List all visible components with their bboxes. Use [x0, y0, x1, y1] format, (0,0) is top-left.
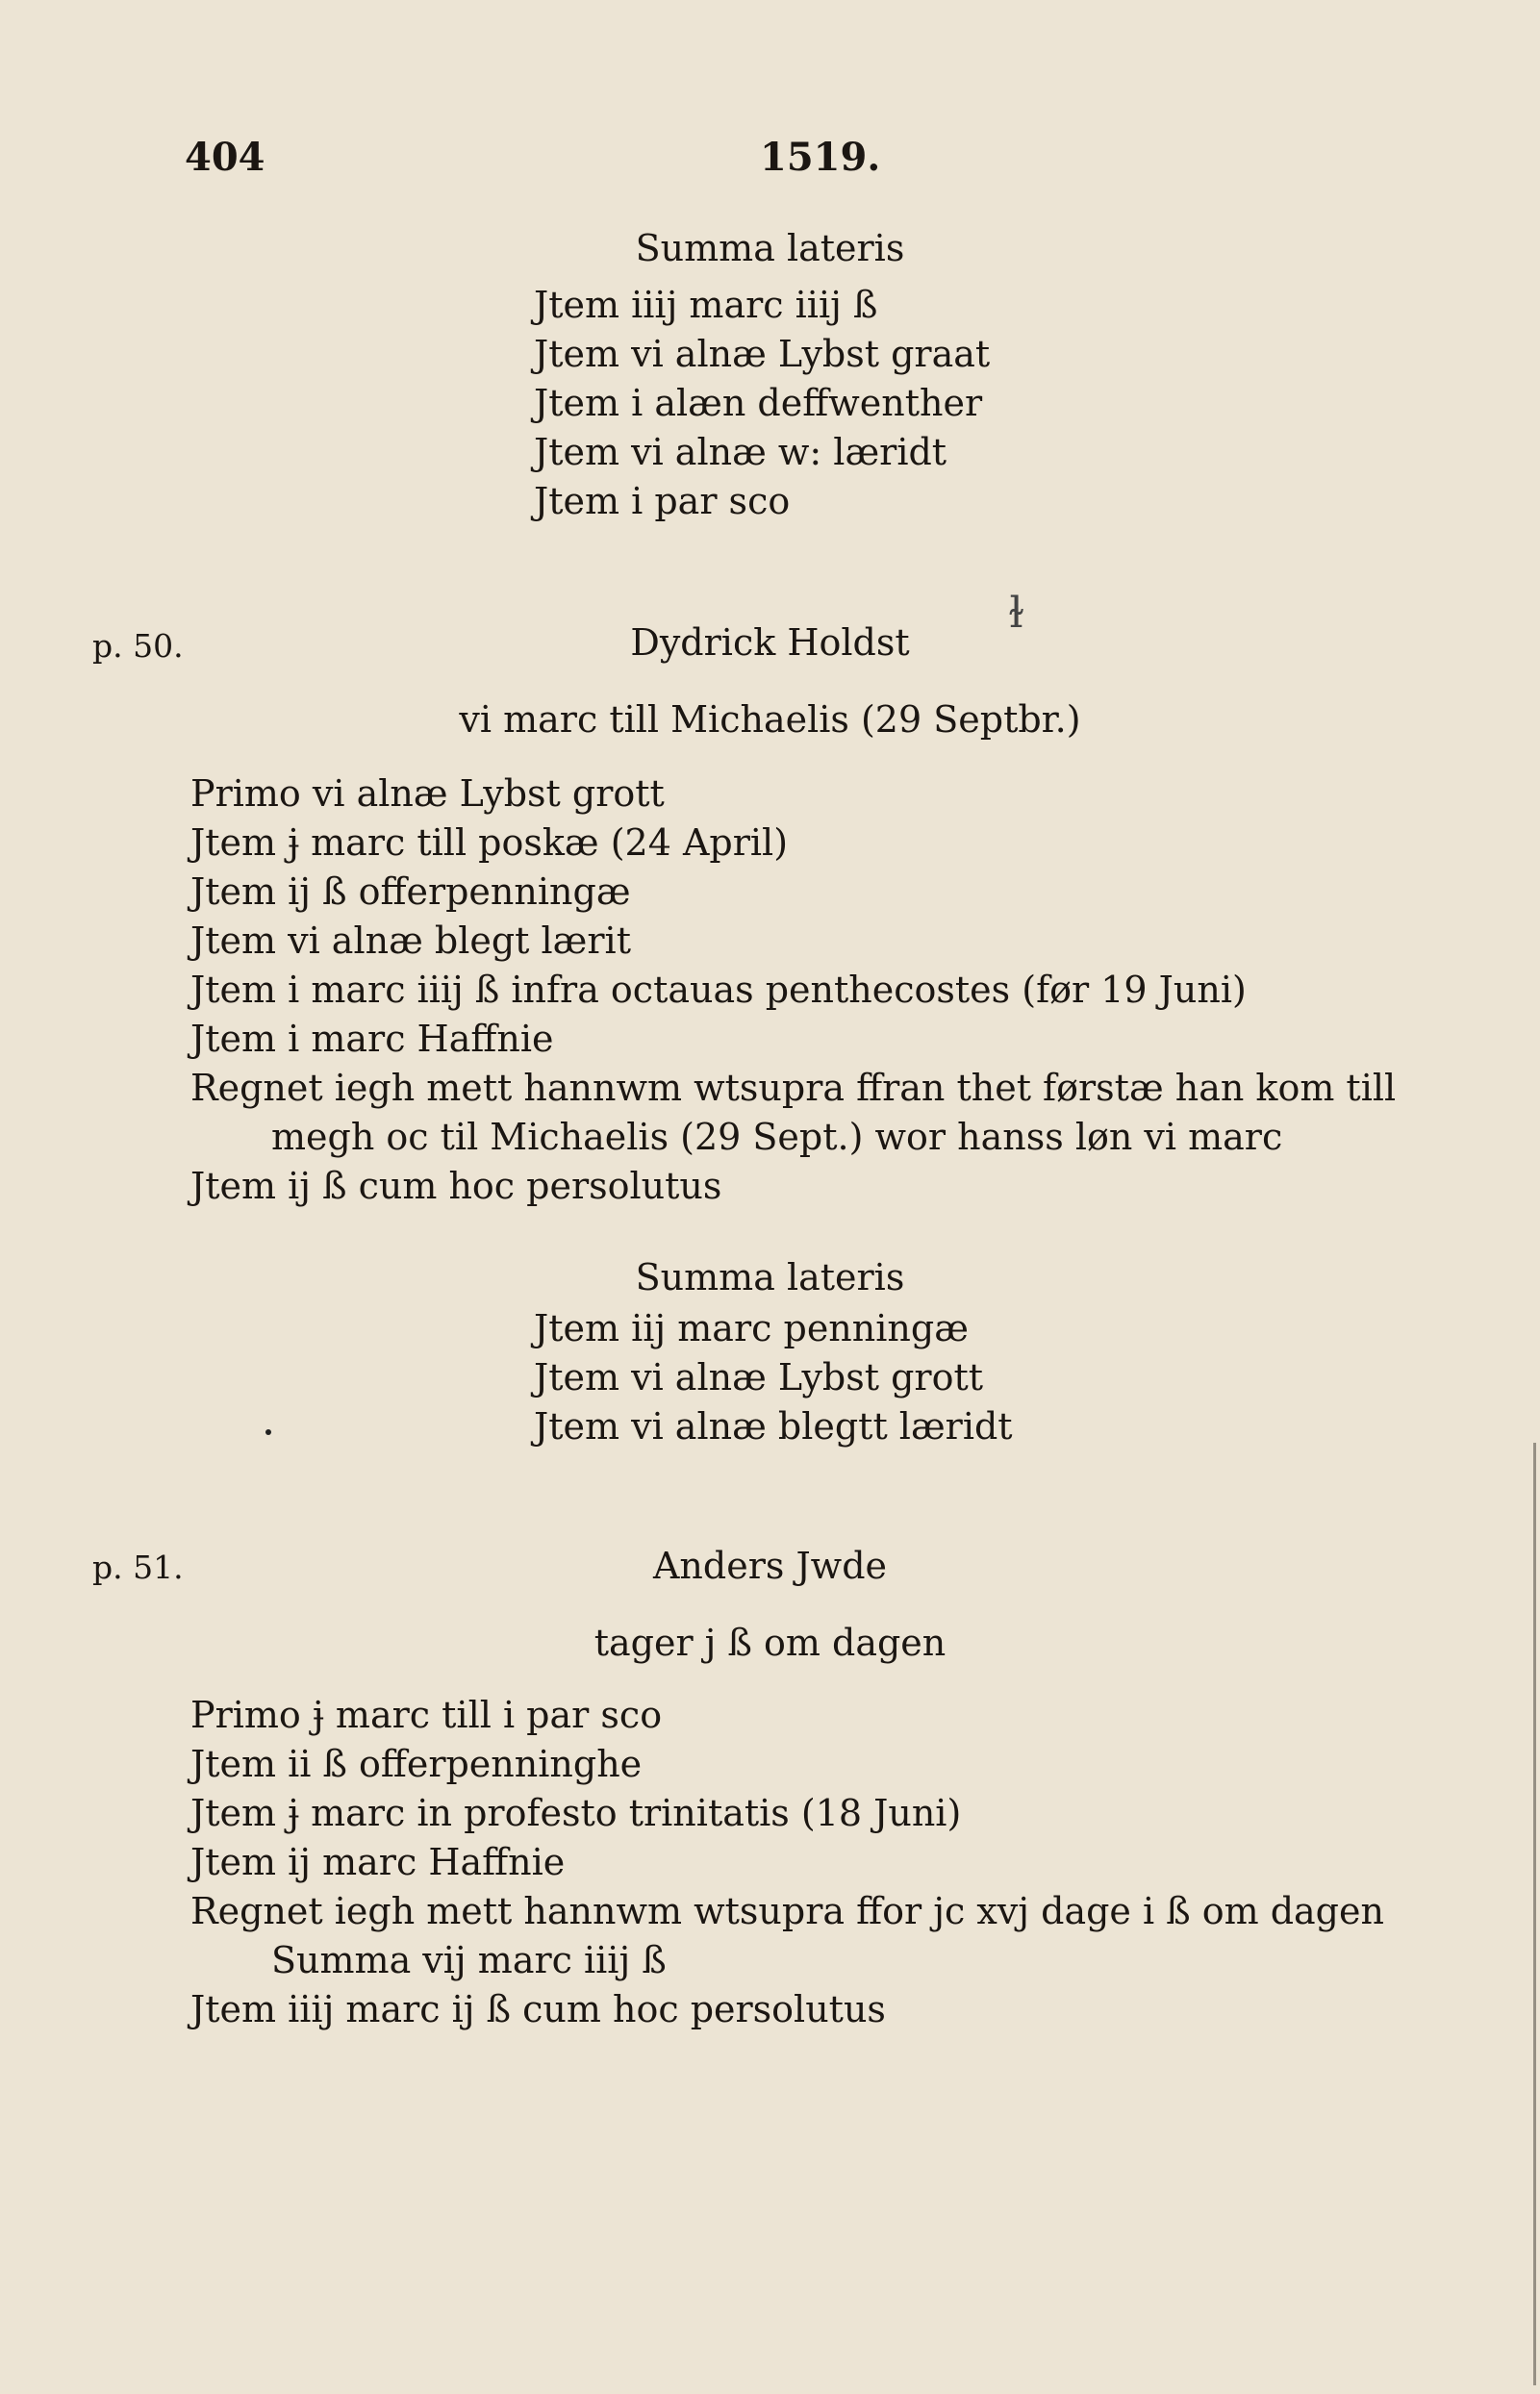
running-head-year: 1519.	[760, 135, 881, 180]
entry-line: Jtem vi alnæ blegtt læridt	[534, 1405, 1013, 1448]
entry-line: Jtem vi alnæ blegt lærit	[190, 920, 631, 962]
entry-line: Jtem vi alnæ Lybst grott	[534, 1356, 984, 1399]
entry-line: Jtem ii ß offerpenninghe	[190, 1743, 643, 1785]
entry-line: Regnet iegh mett hannwm wtsupra ffor jc xvj dage i ß om dagen	[190, 1890, 1384, 1932]
entry-line: Jtem vi alnæ Lybst graat	[534, 333, 991, 375]
page-number: 404	[185, 135, 265, 180]
entry-line: Primo ɉ marc till i par sco	[190, 1694, 663, 1736]
entry-line: Jtem i par sco	[534, 480, 791, 522]
person-name: Anders Jwde	[652, 1545, 888, 1587]
entry-line-continued: megh oc til Michaelis (29 Sept.) wor hanss løn vi marc	[271, 1116, 1283, 1158]
wage-subtitle: tager j ß om dagen	[593, 1622, 947, 1664]
entry-line: Jtem iiij marc ij ß cum hoc persolutus	[190, 1988, 886, 2030]
entry-line: Jtem vi alnæ w: læridt	[534, 431, 947, 473]
section-heading: Summa lateris	[635, 227, 905, 269]
entry-line: Jtem iiij marc iiij ß	[534, 284, 878, 326]
account-entries-2	[190, 1691, 1384, 2034]
page-edge-shadow	[1533, 1443, 1536, 2385]
entry-line: Jtem ij ß cum hoc persolutus	[190, 1165, 722, 1207]
person-name: Dydrick Holdst	[630, 621, 910, 664]
entry-line: Jtem ɉ marc in profesto trinitatis (18 Juni)	[190, 1792, 962, 1834]
entry-line: Jtem i marc iiij ß infra octauas penthecostes (før 19 Juni)	[190, 969, 1247, 1011]
account-entries-1	[190, 769, 1396, 1211]
summa-list-1	[534, 281, 990, 526]
entry-line: Jtem ij ß offerpenningæ	[190, 870, 631, 913]
entry-line: Jtem i marc Haffnie	[190, 1018, 554, 1060]
entry-line: Regnet iegh mett hannwm wtsupra ffran thet førstæ han kom till	[190, 1067, 1397, 1109]
entry-line: Jtem iij marc penningæ	[534, 1307, 969, 1349]
entry-line-continued: Summa vij marc iiij ß	[271, 1939, 667, 1981]
entry-line: Jtem ɉ marc till poskæ (24 April)	[190, 821, 789, 864]
stray-dot	[265, 1429, 271, 1435]
pencil-annotation-mark: ɫ	[1008, 589, 1024, 638]
wage-subtitle: vi marc till Michaelis (29 Septbr.)	[459, 698, 1081, 741]
summa-list-2	[534, 1304, 1013, 1451]
margin-page-reference: p. 50.	[92, 627, 184, 665]
section-heading: Summa lateris	[635, 1256, 905, 1298]
entry-line: Primo vi alnæ Lybst grott	[190, 772, 665, 815]
entry-line: Jtem ij marc Haffnie	[190, 1841, 566, 1883]
entry-line: Jtem i alæn deffwenther	[534, 382, 983, 424]
margin-page-reference: p. 51.	[92, 1549, 184, 1586]
